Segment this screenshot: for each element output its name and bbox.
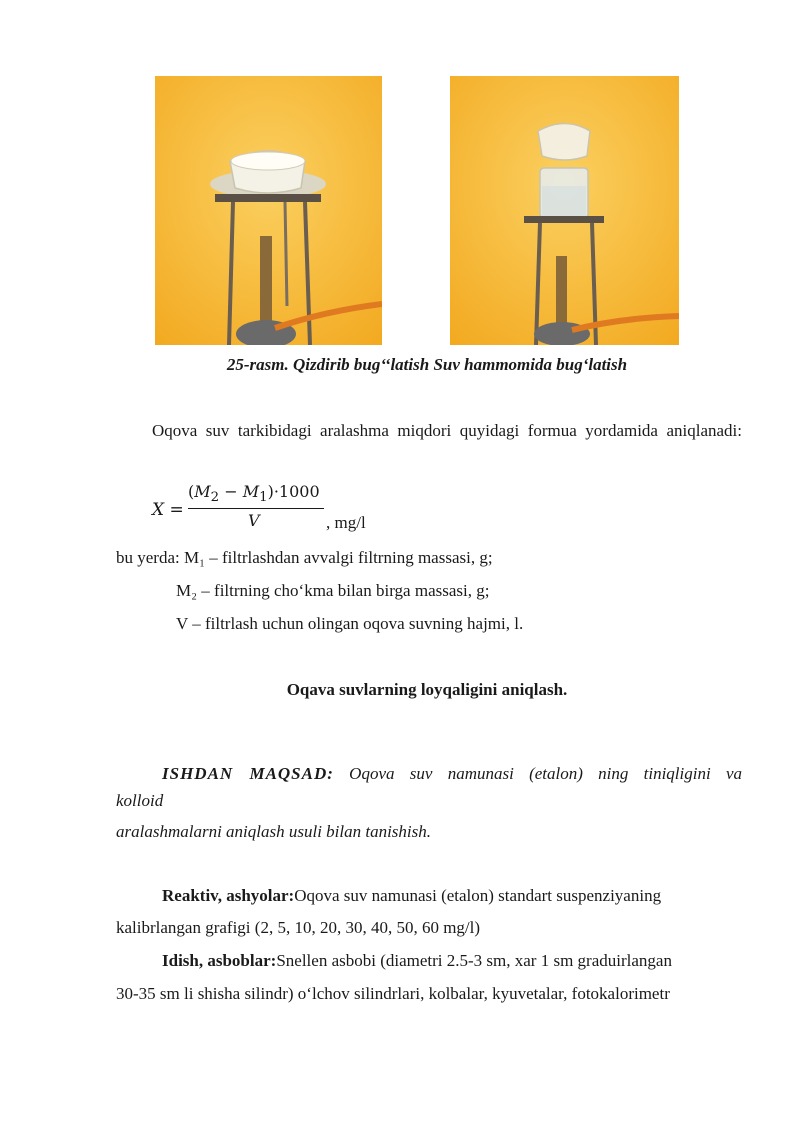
definition-m2: M₂ – filtrning cho‘kma bilan birga massasi, g; bbox=[176, 581, 490, 600]
definition-v: V – filtrlash uchun olingan oqova suvning hajmi, l. bbox=[176, 614, 524, 633]
reagents-line2: kalibrlangan grafigi (2, 5, 10, 20, 30, 40, 50, 60 mg/l) bbox=[116, 918, 481, 937]
photo-heating-evaporation bbox=[155, 76, 382, 345]
fraction-bar bbox=[188, 508, 324, 509]
equipment-line1: Idish, asboblar:Snellen asbobi (diametri 2.5-3 sm, xar 1 sm graduirlangan bbox=[162, 951, 672, 970]
formula-numerator: $(M_2 - M_1)\cdot 1000$ bbox=[188, 482, 320, 506]
purpose-line3: aralashmalarni aniqlash usuli bilan tanishish. bbox=[116, 822, 432, 841]
formula-fraction bbox=[188, 482, 324, 530]
formula-denominator: V bbox=[248, 511, 260, 531]
formula-lhs: X = bbox=[152, 500, 184, 520]
reagents-label: Reaktiv, ashyolar: bbox=[162, 886, 295, 905]
purpose-line1: ISHDAN MAQSAD: Oqova suv namunasi (etalon) ning tiniqligini va bbox=[162, 764, 742, 783]
equipment-label: Idish, asboblar: bbox=[162, 951, 277, 970]
intro-paragraph: Oqova suv tarkibidagi aralashma miqdori quyidagi formua yordamida aniqlanadi: bbox=[152, 421, 742, 440]
purpose-label: ISHDAN MAQSAD: bbox=[162, 764, 334, 783]
figure-caption: 25-rasm. Qizdirib bug‘‘latish Suv hammomida bug‘latish bbox=[226, 355, 628, 374]
reagents-line1: Reaktiv, ashyolar:Oqova suv namunasi (etalon) standart suspenziyaning bbox=[162, 886, 662, 905]
formula-unit: , mg/l bbox=[326, 513, 366, 532]
section-heading: Oqava suvlarning loyqaligini aniqlash. bbox=[286, 680, 568, 699]
equipment-line2: 30-35 sm li shisha silindr) o‘lchov silindrlari, kolbalar, kyuvetalar, fotokalorimetr bbox=[116, 984, 670, 1003]
purpose-line2: kolloid bbox=[116, 791, 164, 810]
definition-m1: bu yerda: M₁ – filtrlashdan avvalgi filtrning massasi, g; bbox=[116, 548, 493, 567]
photo-water-bath-evaporation bbox=[450, 76, 679, 345]
